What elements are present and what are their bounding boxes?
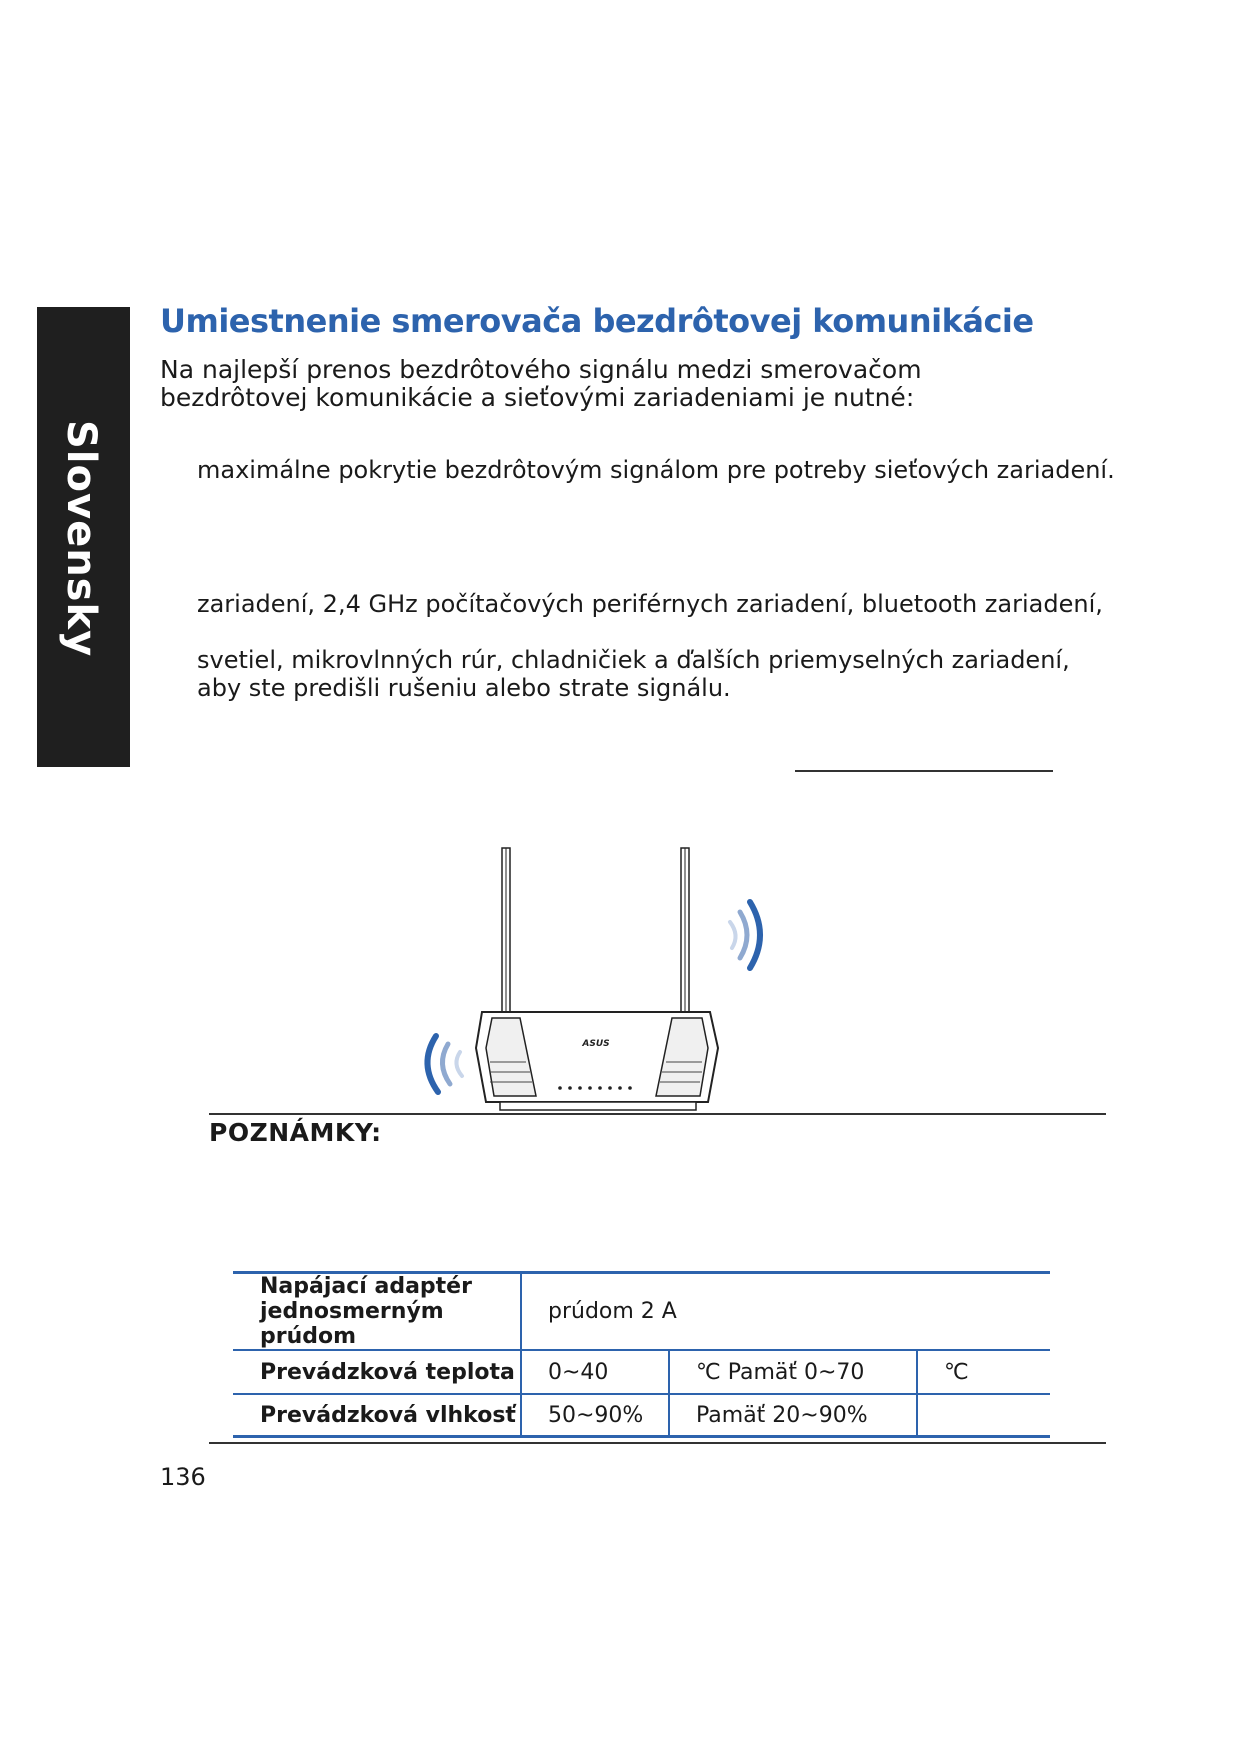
- divider-short: [795, 770, 1053, 772]
- spec-label: Prevádzková vlhkosť: [233, 1394, 521, 1437]
- router-body: [476, 1012, 718, 1110]
- spec-value: ℃: [917, 1350, 1050, 1394]
- antenna-right: [681, 848, 689, 1013]
- placement-tip-3: svetiel, mikrovlnných rúr, chladničiek a ďalších priemyselných zariadení, aby ste predišli rušeniu alebo strate signálu.: [197, 646, 1070, 702]
- spec-value: prúdom 2 A: [521, 1273, 1050, 1351]
- specifications-table: [233, 1271, 1050, 1438]
- router-illustration: [390, 840, 810, 1120]
- spec-value: Pamäť 20~90%: [669, 1394, 917, 1437]
- spec-value: [917, 1394, 1050, 1437]
- wifi-signal-left-icon: [427, 1036, 462, 1092]
- spec-label: Napájací adaptér jednosmerným prúdom: [233, 1273, 521, 1351]
- spec-value: ℃ Pamäť 0~70: [669, 1350, 917, 1394]
- footer-divider: [209, 1442, 1106, 1444]
- spec-value: 50~90%: [521, 1394, 669, 1437]
- spec-label: Prevádzková teplota: [233, 1350, 521, 1394]
- placement-tip-2: zariadení, 2,4 GHz počítačových periférnych zariadení, bluetooth zariadení,: [197, 590, 1103, 618]
- table-row: [233, 1350, 1050, 1394]
- intro-paragraph: Na najlepší prenos bezdrôtového signálu medzi smerovačom bezdrôtovej komunikácie a sieťovými zariadeniami je nutné:: [160, 355, 922, 412]
- page-number: 136: [160, 1463, 206, 1491]
- placement-tip-1: maximálne pokrytie bezdrôtovým signálom pre potreby sieťových zariadení.: [197, 456, 1115, 484]
- section-title: Umiestnenie smerovača bezdrôtovej komunikácie: [160, 302, 1034, 340]
- table-row: [233, 1394, 1050, 1437]
- table-row: [233, 1273, 1050, 1351]
- notes-heading: POZNÁMKY:: [209, 1118, 382, 1147]
- router-logo: ASUS: [582, 1039, 610, 1049]
- antenna-left: [502, 848, 510, 1013]
- wifi-signal-right-icon: [730, 902, 760, 968]
- language-label: Slovensky: [58, 420, 104, 658]
- notes-divider: [209, 1113, 1106, 1115]
- spec-value: 0~40: [521, 1350, 669, 1394]
